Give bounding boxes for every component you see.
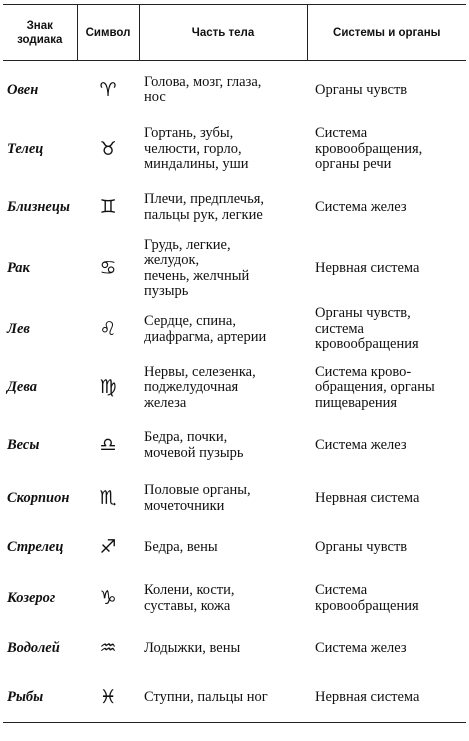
body-part-cell: [139, 572, 307, 626]
zodiac-sign-name: Козерог: [7, 589, 56, 606]
table-row: [3, 358, 466, 419]
pisces-icon: ♓: [77, 673, 139, 723]
zodiac-sign-name: Скорпион: [7, 489, 70, 506]
systems-line: Система: [315, 125, 368, 142]
body-part-line: пузырь: [144, 283, 189, 299]
body-part-line: Половые органы,: [144, 482, 251, 498]
body-part-cell: [139, 61, 307, 120]
sagittarius-icon: ♐: [99, 536, 117, 559]
body-part-cell: [139, 358, 307, 419]
systems-line: Система желез: [315, 436, 407, 453]
systems-cell: [307, 525, 466, 572]
body-part-line: суставы, кожа: [144, 597, 231, 614]
body-part-line: Лодыжки, вены: [144, 640, 241, 657]
body-part-line: челюсти, горло,: [144, 140, 242, 157]
systems-cell: [307, 61, 466, 120]
body-part-line: Бедра, почки,: [144, 429, 228, 445]
zodiac-sign-name: Рыбы: [3, 673, 77, 723]
body-part-line: печень, желчный: [144, 267, 250, 284]
header-symbol: Символ: [77, 5, 139, 61]
systems-line: Органы чувств: [315, 81, 408, 98]
body-part-line: Гортань, зубы,: [144, 125, 234, 142]
table-header: [3, 5, 466, 61]
systems-line: Органы чувств,: [315, 305, 411, 322]
body-part-cell: [139, 302, 307, 358]
body-part-line: желудок,: [144, 252, 200, 268]
body-part-line: Сердце, спина,: [144, 313, 236, 329]
zodiac-sign-name: Стрелец: [7, 539, 64, 556]
zodiac-sign-name: Дева: [7, 379, 37, 396]
systems-line: система: [315, 320, 364, 337]
systems-line: обращения, органы: [315, 379, 435, 396]
gemini-icon: ♊: [99, 195, 117, 218]
body-part-cell: [139, 419, 307, 473]
body-part-line: диафрагма, артерии: [144, 328, 267, 345]
taurus-icon: ♉: [99, 137, 117, 160]
header-sign-line2: зодиака: [17, 33, 63, 46]
systems-line: Нервная система: [315, 259, 420, 276]
zodiac-sign-name: Телец: [7, 140, 44, 157]
libra-icon: ♎: [99, 433, 117, 456]
body-part-cell: [139, 626, 307, 673]
systems-line: органы речи: [315, 156, 392, 173]
systems-cell: [307, 626, 466, 673]
table-row: [3, 525, 466, 572]
zodiac-sign-name: Весы: [7, 436, 40, 453]
leo-icon: ♌: [99, 317, 117, 340]
table-body: [3, 61, 466, 723]
body-part-line: Грудь, легкие,: [144, 236, 231, 253]
scorpio-icon: ♏: [99, 486, 117, 509]
zodiac-body-table: [3, 4, 466, 723]
body-part-cell: [139, 236, 307, 302]
zodiac-sign-name: Рак: [7, 259, 30, 276]
systems-line: Система желез: [315, 640, 407, 657]
table-row: [3, 419, 466, 473]
header-sign-line1: Знак: [26, 19, 53, 32]
virgo-icon: ♍: [99, 376, 117, 399]
table-row: [3, 236, 466, 302]
table-row: [3, 473, 466, 525]
body-part-line: Плечи, предплечья,: [144, 191, 264, 207]
zodiac-sign-name: Водолей: [7, 640, 60, 657]
systems-cell: [307, 358, 466, 419]
body-part-cell: [139, 120, 307, 180]
table-row: [3, 120, 466, 180]
body-part-line: мочеточники: [144, 497, 225, 514]
zodiac-sign-name: Овен: [7, 81, 39, 98]
systems-line: Нервная система: [315, 688, 420, 705]
body-part-line: железа: [144, 394, 187, 411]
systems-cell: [307, 419, 466, 473]
systems-line: Система крово-: [315, 363, 412, 380]
systems-cell: [307, 236, 466, 302]
cancer-icon: ♋: [99, 256, 117, 279]
aries-icon: ♈: [99, 78, 117, 101]
zodiac-table-wrapper: [3, 4, 466, 723]
systems-line: кровообращения: [315, 597, 419, 614]
systems-line: Нервная система: [315, 489, 420, 506]
systems-line: Система: [315, 582, 368, 598]
systems-line: Система желез: [315, 198, 407, 215]
body-part-cell: [139, 180, 307, 236]
body-part-cell: [139, 673, 307, 723]
body-part-line: Нервы, селезенка,: [144, 363, 256, 380]
systems-cell: [307, 572, 466, 626]
body-part-line: поджелудочная: [144, 379, 239, 396]
body-part-line: Бедра, вены: [144, 539, 218, 556]
zodiac-sign-name: Близнецы: [7, 198, 70, 215]
systems-line: Органы чувств: [315, 539, 408, 556]
table-row: [3, 673, 466, 723]
body-part-line: нос: [144, 89, 166, 106]
body-part-line: Колени, кости,: [144, 582, 235, 598]
zodiac-sign-name: Лев: [7, 320, 30, 337]
body-part-line: Голова, мозг, глаза,: [144, 73, 262, 90]
body-part-line: Ступни, пальцы ног: [144, 688, 268, 705]
header-body-part: Часть тела: [139, 5, 307, 61]
capricorn-icon: ♑: [99, 586, 117, 609]
table-row: [3, 626, 466, 673]
body-part-cell: [139, 473, 307, 525]
systems-cell: [307, 180, 466, 236]
header-systems: Системы и органы: [307, 5, 466, 61]
systems-cell: [307, 673, 466, 723]
systems-line: кровообращения: [315, 336, 419, 353]
body-part-line: миндалины, уши: [144, 156, 249, 173]
body-part-line: пальцы рук, легкие: [144, 206, 263, 223]
table-row: [3, 180, 466, 236]
table-row: [3, 61, 466, 120]
header-row: [3, 5, 466, 61]
systems-line: пищеварения: [315, 394, 398, 411]
body-part-cell: [139, 525, 307, 572]
systems-cell: [307, 120, 466, 180]
table-row: [3, 302, 466, 358]
systems-cell: [307, 473, 466, 525]
aquarius-icon: ♒: [99, 637, 117, 660]
systems-line: кровообращения,: [315, 140, 423, 157]
systems-cell: [307, 302, 466, 358]
body-part-line: мочевой пузырь: [144, 444, 244, 461]
table-row: [3, 572, 466, 626]
header-zodiac-sign: [3, 5, 77, 61]
